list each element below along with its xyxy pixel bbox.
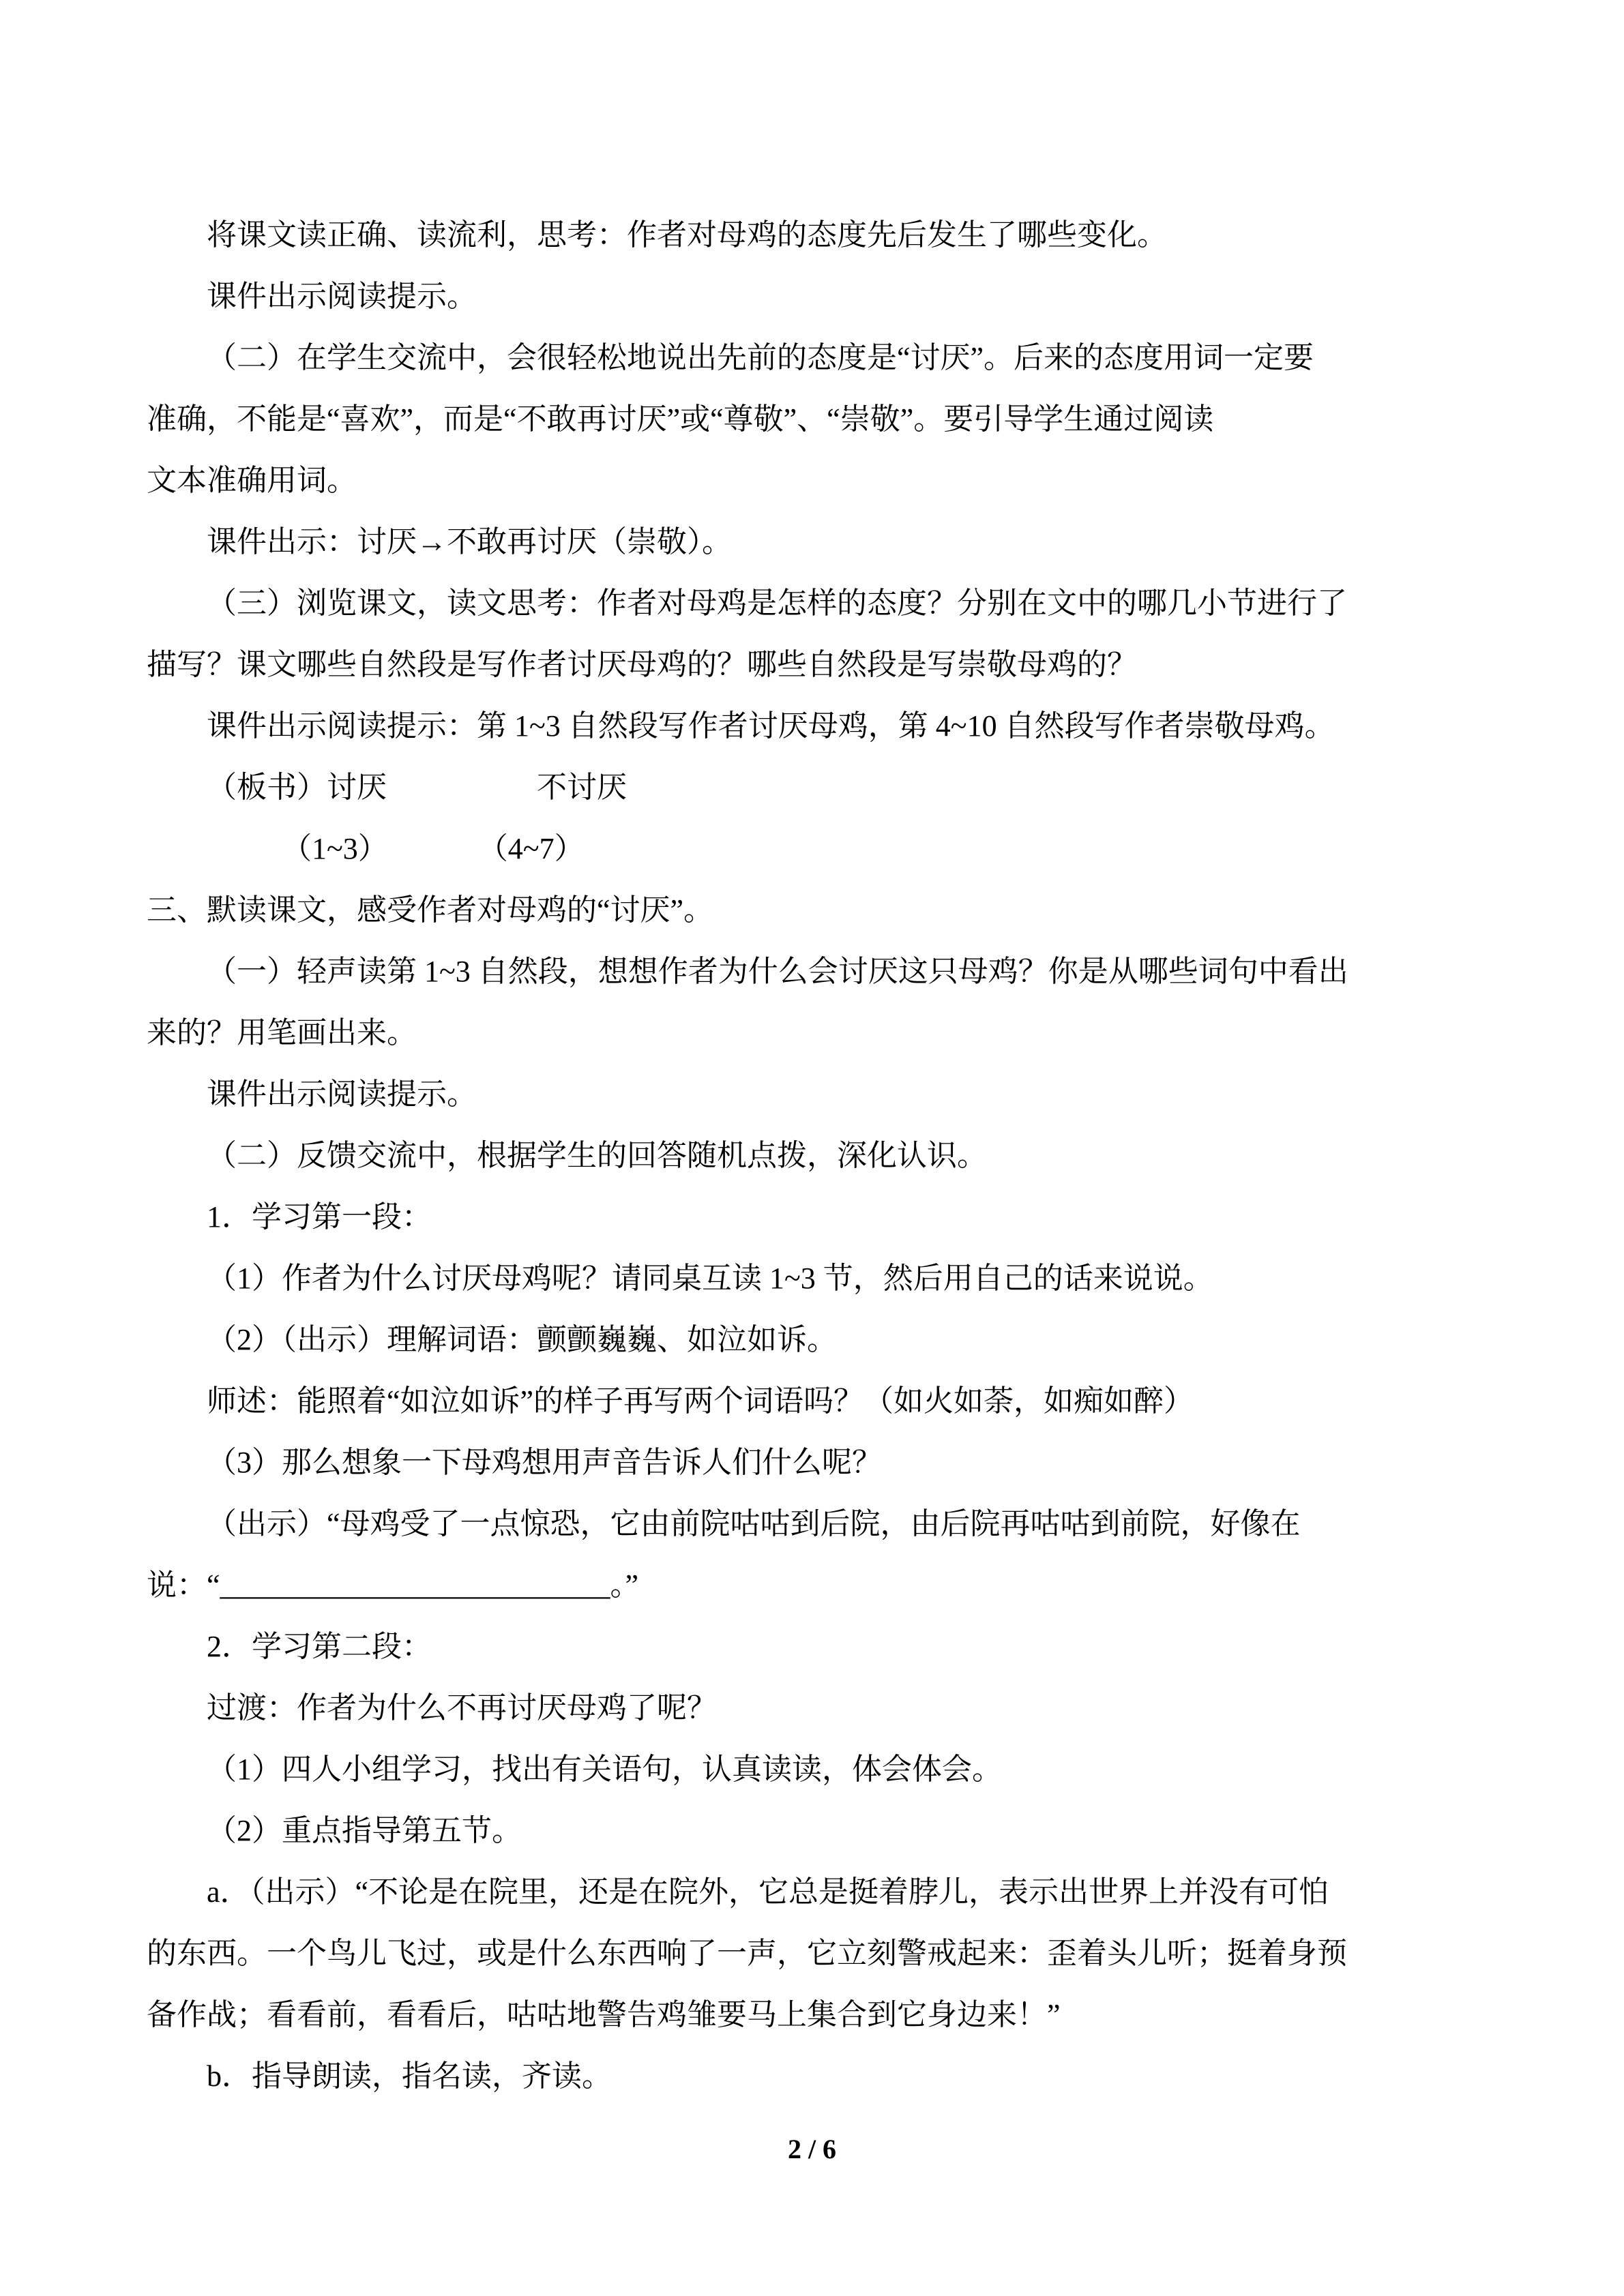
text-line: 将课文读正确、读流利，思考：作者对母鸡的态度先后发生了哪些变化。	[207, 218, 1167, 252]
text-line: （二）反馈交流中，根据学生的回答随机点拨，深化认识。	[207, 1139, 987, 1172]
text-line: （二）在学生交流中，会很轻松地说出先前的态度是“讨厌”。后来的态度用词一定要	[207, 341, 1314, 374]
text-line: （板书）讨厌 不讨厌	[207, 771, 627, 804]
text-line: 课件出示：讨厌→不敢再讨厌（崇敬）。	[207, 525, 732, 558]
text-line: （1~3） （4~7）	[147, 832, 585, 865]
text-line: 备作战；看看前，看看后，咕咕地警告鸡雏要马上集合到它身边来！”	[147, 1998, 1061, 2031]
text-line: 课件出示阅读提示。	[207, 1077, 477, 1111]
text-line: （三）浏览课文，读文思考：作者对母鸡是怎样的态度？分别在文中的哪几小节进行了	[207, 586, 1347, 620]
text-line: 课件出示阅读提示。	[207, 280, 477, 313]
text-line: 过渡：作者为什么不再讨厌母鸡了呢？	[207, 1691, 717, 1725]
text-line: 准确，不能是“喜欢”，而是“不敢再讨厌”或“尊敬”、“崇敬”。要引导学生通过阅读	[147, 402, 1214, 436]
text-line: 师述：能照着“如泣如诉”的样子再写两个词语吗？（如火如荼，如痴如醉）	[207, 1384, 1194, 1418]
text-line: （一）轻声读第 1~3 自然段，想想作者为什么会讨厌这只母鸡？你是从哪些词句中看出	[207, 955, 1348, 988]
text-line: 说：“__________________________。”	[147, 1568, 639, 1602]
text-line: 1．学习第一段：	[207, 1200, 432, 1234]
text-line: a．（出示）“不论是在院里，还是在院外，它总是挺着脖儿，表示出世界上并没有可怕	[207, 1875, 1329, 1909]
text-line: 的东西。一个鸟儿飞过，或是什么东西响了一声，它立刻警戒起来：歪着头儿听；挺着身预	[147, 1937, 1347, 1970]
text-line: b．指导朗读，指名读，齐读。	[207, 2059, 612, 2093]
text-line: （1）四人小组学习，找出有关语句，认真读读，体会体会。	[207, 1753, 1002, 1786]
text-line: （3）那么想象一下母鸡想用声音告诉人们什么呢？	[207, 1446, 882, 1479]
text-line: 来的？用笔画出来。	[147, 1016, 417, 1049]
text-line: 2．学习第二段：	[207, 1630, 432, 1663]
text-line: 文本准确用词。	[147, 464, 357, 497]
text-line: （1）作者为什么讨厌母鸡呢？请同桌互读 1~3 节，然后用自己的话来说说。	[207, 1262, 1213, 1295]
text-line: 课件出示阅读提示：第 1~3 自然段写作者讨厌母鸡，第 4~10 自然段写作者崇敬母鸡。	[207, 709, 1335, 743]
text-line: 三、默读课文，感受作者对母鸡的“讨厌”。	[147, 893, 714, 927]
text-line: （2）重点指导第五节。	[207, 1814, 522, 1847]
page-number: 2 / 6	[787, 2134, 837, 2164]
document-body	[147, 205, 1480, 2107]
text-line: （出示）“母鸡受了一点惊恐，它由前院咕咕到后院，由后院再咕咕到前院，好像在	[207, 1507, 1301, 1540]
text-line: （2）（出示）理解词语：颤颤巍巍、如泣如诉。	[207, 1323, 837, 1356]
text-line: 描写？课文哪些自然段是写作者讨厌母鸡的？哪些自然段是写崇敬母鸡的？	[147, 648, 1137, 681]
